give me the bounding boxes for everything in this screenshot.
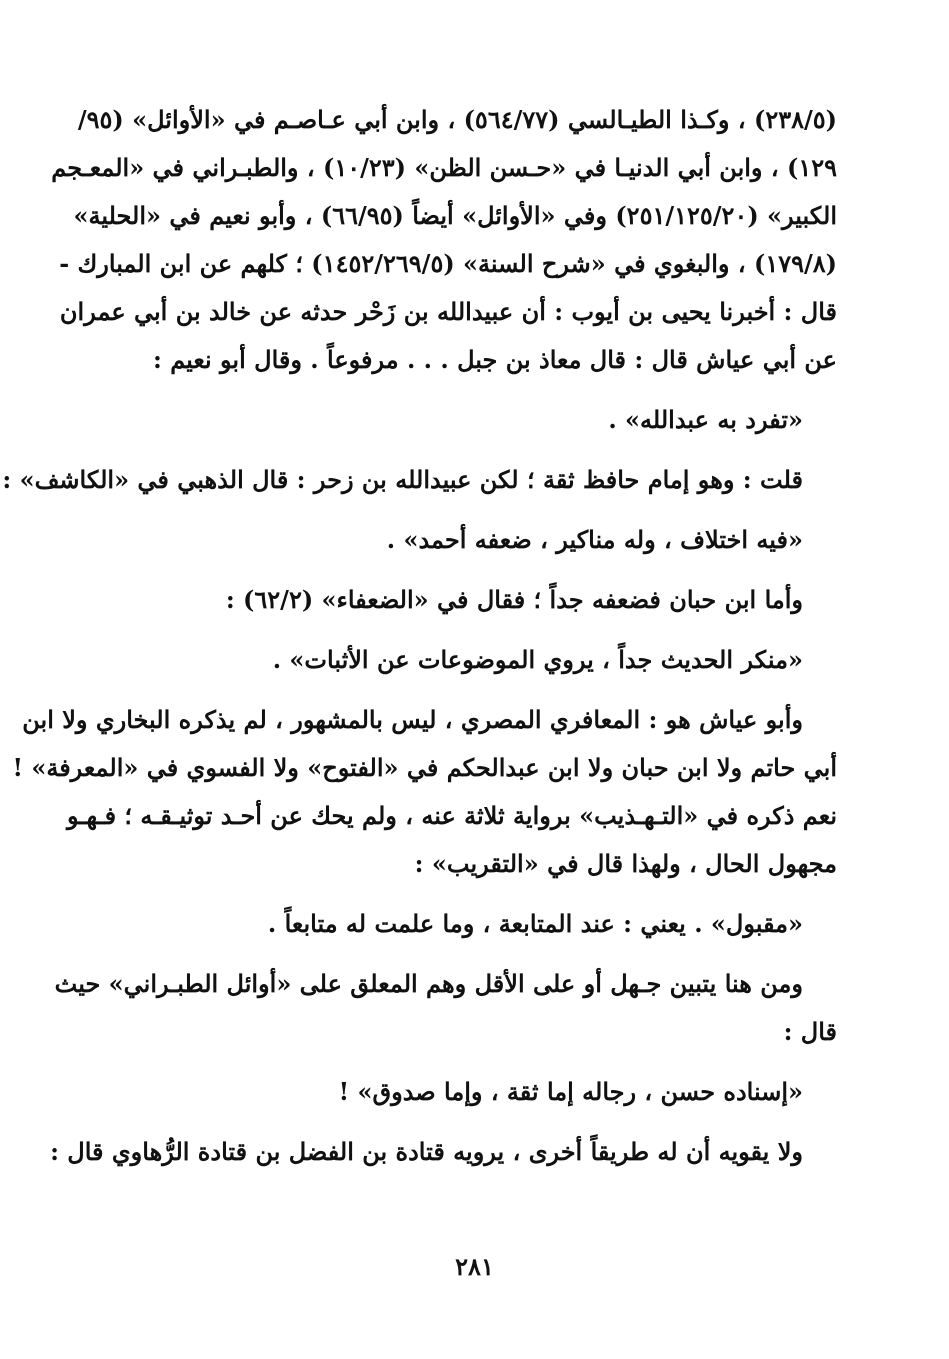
text-line: ولا يقويه أن له طريقاً أخرى ، يرويه قتادة بن الفضل بن قتادة الرُّهاوي قال : [50, 1137, 803, 1166]
quote-line: «منكر الحديث جداً ، يروي الموضوعات عن الأثبات» . [272, 645, 803, 674]
text-line: عن أبي عياش قال : قال معاذ بن جبل . . . مرفوعاً . وقال أبو نعيم : [152, 345, 837, 374]
body-text [2, 96, 837, 1176]
text-line: ١٢٩) ، وابن أبي الدنيـا في «حـسن الظن» (١٠/٢٣) ، والطبـراني في «المعـجم [51, 153, 837, 182]
quote-line: «فيه اختلاف ، وله مناكير ، ضعفه أحمد» . [386, 525, 803, 554]
quote-line: «مقبول» . يعني : عند المتابعة ، وما علمت له متابعاً . [267, 909, 803, 938]
text-line: (٢٣٨/٥) ، وكـذا الطيـالسي (٥٦٤/٧٧) ، وابن أبي عـاصـم في «الأوائل» (٩٥/ [77, 105, 837, 134]
text-line: قال : [783, 1017, 837, 1046]
quote-line: «إسناده حسن ، رجاله إما ثقة ، وإما صدوق» ! [338, 1077, 803, 1106]
text-line: (١٧٩/٨) ، والبغوي في «شرح السنة» (١٤٥٢/٢٦٩/٥) ؛ كلهم عن ابن المبارك - [59, 249, 837, 278]
text-line: الكبير» (٢٥١/١٢٥/٢٠) وفي «الأوائل» أيضاً (٦٦/٩٥) ، وأبو نعيم في «الحلية» [73, 201, 837, 230]
text-line: قلت : وهو إمام حافظ ثقة ؛ لكن عبيدالله بن زحر : قال الذهبي في «الكاشف» : [2, 465, 803, 494]
quote-line: «تفرد به عبدالله» . [608, 405, 803, 434]
text-line: وأما ابن حبان فضعفه جداً ؛ فقال في «الضعفاء» (٦٢/٢) : [225, 585, 803, 614]
text-line: نعم ذكره في «التـهـذيب» برواية ثلاثة عنه ، ولم يحك عن أحـد توثيـقـه ؛ فـهـو [67, 801, 837, 830]
page-number: ٢٨١ [455, 1252, 494, 1281]
text-line: قال : أخبرنا يحيى بن أيوب : أن عبيدالله بن زَحْر حدثه عن خالد بن أبي عمران [59, 297, 837, 326]
text-line: وأبو عياش هو : المعافري المصري ، ليس بالمشهور ، لم يذكره البخاري ولا ابن [22, 705, 803, 734]
text-line: مجهول الحال ، ولهذا قال في «التقريب» : [414, 849, 837, 878]
text-line: أبي حاتم ولا ابن حبان ولا ابن عبدالحكم في «الفتوح» ولا الفسوي في «المعرفة» ! [12, 753, 837, 782]
text-line: ومن هنا يتبين جـهل أو على الأقل وهم المعلق على «أوائل الطبـراني» حيث [54, 969, 803, 998]
